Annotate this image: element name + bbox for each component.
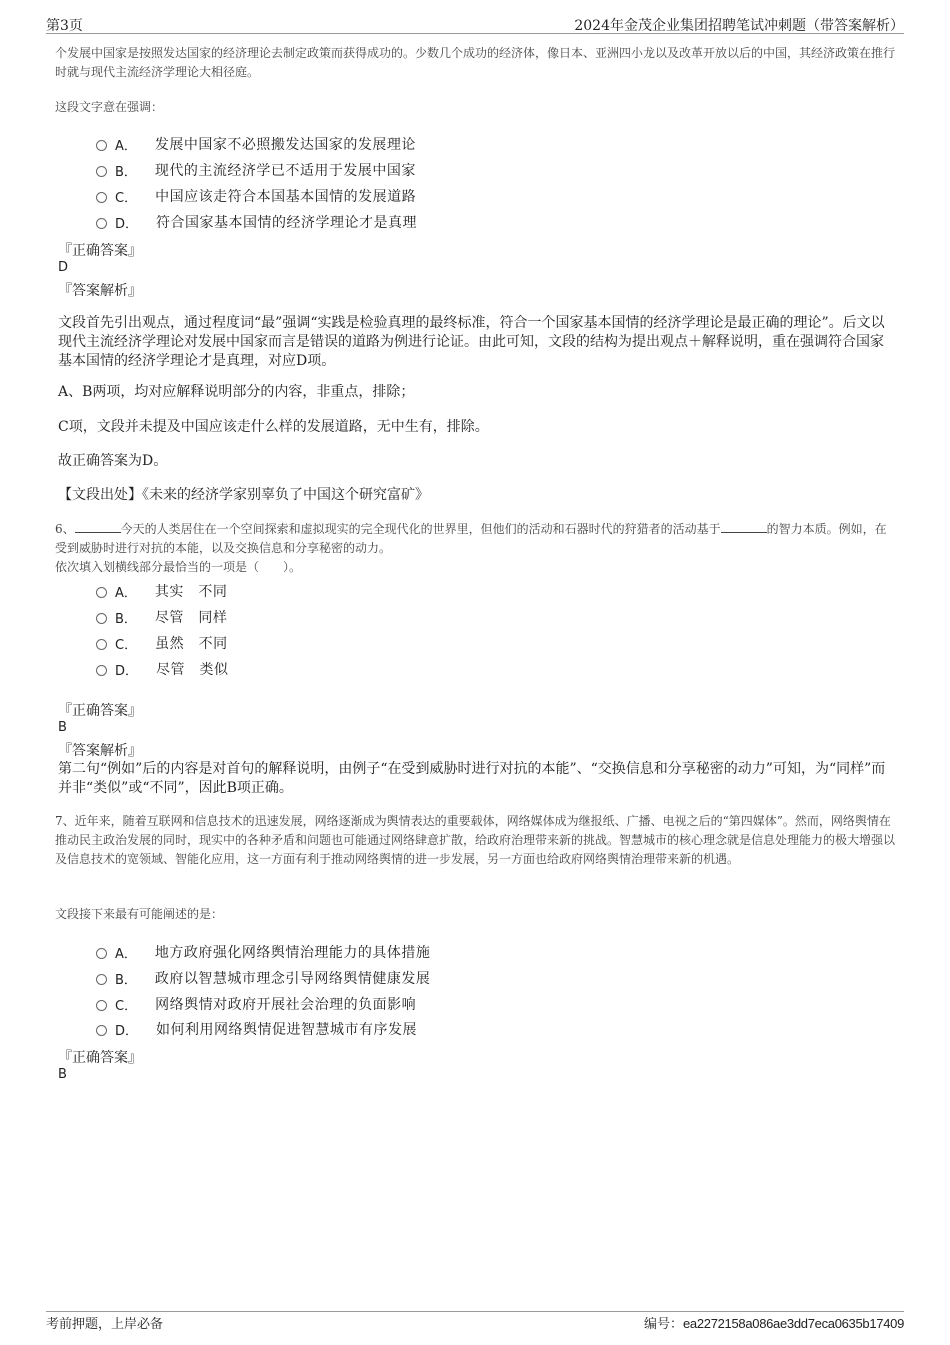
q5-passage: 个发展中国家是按照发达国家的经济理论去制定政策而获得成功的。少数几个成功的经济体，像日本、亚洲四小龙以及改革开放以后的中国，其经济政策在推行时就与现代主流经济学理论大相径庭。 (55, 46, 896, 79)
q6-stem: 6、 今天的人类居住在一个空间探索和虚拟现实的完全现代化的世界里，但他们的活动和石器时代的狩猎者的活动基于 的智力本质。例如，在受到威胁时进行对抗的本能，以及交换信息和分享秘密的动力。 (55, 522, 887, 555)
radio-icon[interactable] (96, 587, 107, 598)
q5-option-b[interactable]: B． 现代的主流经济学已不适用于发展中国家 (96, 160, 416, 180)
q7-option-d[interactable]: D． 如何利用网络舆情促进智慧城市有序发展 (96, 1019, 417, 1039)
q5-prompt: 这段文字意在强调： (55, 100, 164, 114)
q7-option-b[interactable]: B． 政府以智慧城市理念引导网络舆情健康发展 (96, 968, 430, 988)
radio-icon[interactable] (96, 639, 107, 650)
footer-code: 编号：ea2272158a086ae3dd7eca0635b17409 (643, 1316, 904, 1332)
q6-option-d[interactable]: D． 尽管 类似 (96, 659, 229, 679)
radio-icon[interactable] (96, 665, 107, 676)
q6-prompt: 依次填入划横线部分最恰当的一项是（ ）。 (55, 560, 302, 574)
radio-icon[interactable] (96, 613, 107, 624)
q5-analysis-c: C项，文段并未提及中国应该走什么样的发展道路，无中生有，排除。 (58, 419, 489, 435)
fill-blank (75, 521, 121, 533)
q6-option-a[interactable]: A． 其实 不同 (96, 581, 227, 601)
q5-analysis-label: 『答案解析』 (58, 283, 142, 299)
radio-icon[interactable] (96, 166, 107, 177)
header-divider (46, 33, 904, 34)
q7-passage: 7、近年来，随着互联网和信息技术的迅速发展，网络逐渐成为舆情表达的重要载体，网络媒体成为继报纸、广播、电视之后的“第四媒体”。然而，网络舆情在推动民主政治发展的同时，现实中的各种矛盾和问题也可能通过网络肆意扩散，给政府治理带来新的挑战。智慧城市的核心理念就是信息处理能力的极大增强以及信息技术的宽领域、智能化应用，这一方面有利于推动网络舆情的进一步发展，另一方面也给政府网络舆情治理带来新的机遇。 (55, 814, 896, 866)
radio-icon[interactable] (96, 218, 107, 229)
q5-analysis-text: 文段首先引出观点，通过程度词“最”强调“实践是检验真理的最终标准，符合一个国家基本国情的经济学理论是最正确的理论”。后文以现代主流经济学理论对发展中国家而言是错误的道路为例进行论证。由此可知，文段的结构为提出观点＋解释说明，重在强调符合国家基本国情的经济学理论才是真理，对应D项。 (58, 315, 885, 369)
q6-option-c[interactable]: C． 虽然 不同 (96, 633, 228, 653)
radio-icon[interactable] (96, 1025, 107, 1036)
q7-option-c[interactable]: C． 网络舆情对政府开展社会治理的负面影响 (96, 994, 416, 1014)
radio-icon[interactable] (96, 140, 107, 151)
q7-option-a[interactable]: A． 地方政府强化网络舆情治理能力的具体措施 (96, 942, 430, 962)
q5-option-c[interactable]: C． 中国应该走符合本国基本国情的发展道路 (96, 186, 416, 206)
q5-answer: D (58, 260, 69, 275)
footer-slogan: 考前押题，上岸必备 (46, 1317, 164, 1332)
q5-option-d[interactable]: D． 符合国家基本国情的经济学理论才是真理 (96, 212, 417, 232)
q5-conclusion: 故正确答案为D。 (58, 453, 168, 469)
footer-divider (46, 1311, 904, 1312)
q6-analysis-text: 第二句“例如”后的内容是对首句的解释说明，由例子“在受到威胁时进行对抗的本能”、“交换信息和分享秘密的动力”可知，为“同样”而并非“类似”或“不同”，因此B项正确。 (58, 761, 886, 796)
q7-answer: B (58, 1067, 67, 1082)
q5-analysis-ab: A、B两项，均对应解释说明部分的内容，非重点，排除； (58, 384, 415, 400)
radio-icon[interactable] (96, 974, 107, 985)
q6-analysis-label: 『答案解析』 (58, 743, 142, 759)
q6-option-b[interactable]: B． 尽管 同样 (96, 607, 227, 627)
radio-icon[interactable] (96, 948, 107, 959)
radio-icon[interactable] (96, 1000, 107, 1011)
q6-answer: B (58, 720, 67, 735)
q5-answer-label: 『正确答案』 (58, 243, 142, 259)
q6-answer-label: 『正确答案』 (58, 703, 142, 719)
q5-option-a[interactable]: A． 发展中国家不必照搬发达国家的发展理论 (96, 134, 416, 154)
page-number: 第3页 (46, 18, 83, 34)
radio-icon[interactable] (96, 192, 107, 203)
fill-blank (721, 521, 767, 533)
q7-answer-label: 『正确答案』 (58, 1050, 142, 1066)
q7-prompt: 文段接下来最有可能阐述的是： (55, 907, 224, 921)
document-title: 2024年金茂企业集团招聘笔试冲刺题（带答案解析） (574, 18, 904, 34)
q5-source: 【文段出处】《未来的经济学家别辜负了中国这个研究富矿》 (58, 487, 429, 503)
